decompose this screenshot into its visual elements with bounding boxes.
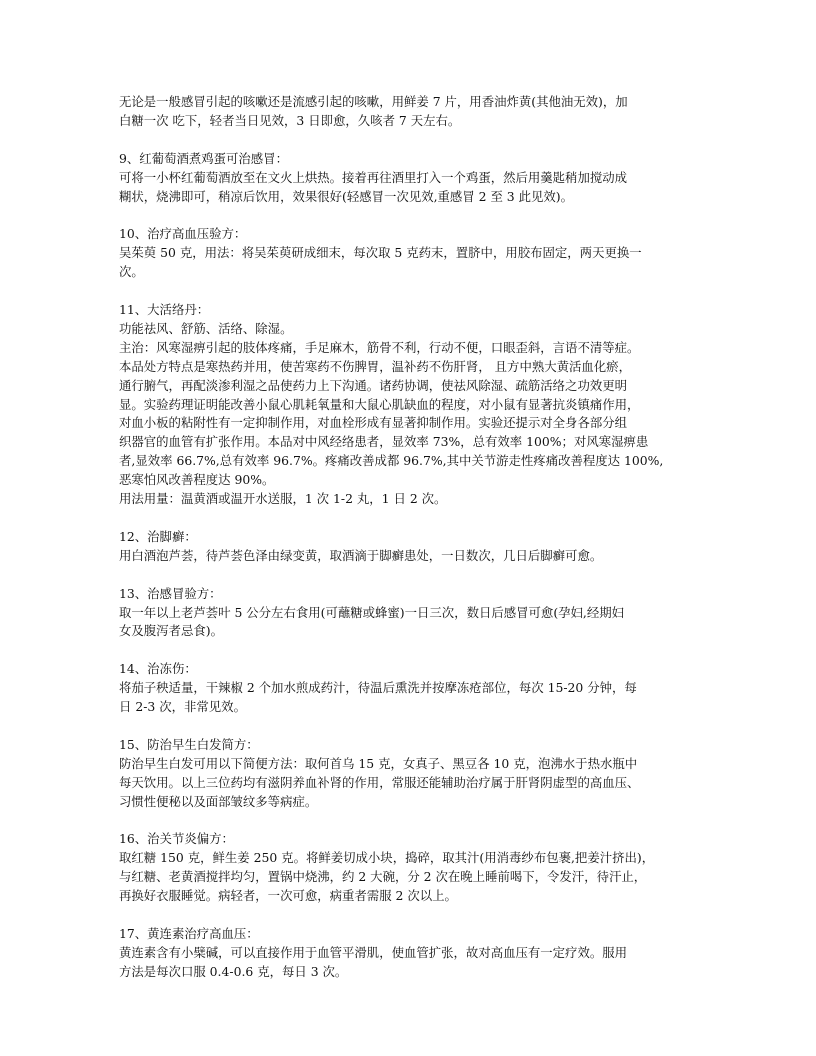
section-title: 9、红葡萄酒煮鸡蛋可治感冒： [119,150,288,166]
section-9 [119,150,715,207]
section-title: 17、黄连素治疗高血压： [119,925,259,941]
text-line: 取一年以上老芦荟叶 5 公分左右食用(可蘸糖或蜂蜜)一日三次，数日后感冒可愈(孕妇,经期妇 [119,604,625,620]
section-12 [119,528,715,566]
section-17 [119,925,715,982]
text-line: 每天饮用。以上三位药均有滋阴养血补肾的作用，常服还能辅助治疗属于肝肾阴虚型的高血压、 [119,774,640,790]
text-line: 吴茱萸 50 克，用法：将吴茱萸研成细末，每次取 5 克药末，置脐中，用胶布固定，两天更换一 [119,245,642,261]
section-14 [119,660,715,717]
section-title: 15、防治早生白发简方： [119,736,259,752]
text-line: 功能祛风、舒筋、活络、除湿。 [119,320,293,336]
text-line: 可将一小杯红葡萄酒放至在文火上烘热。接着再往酒里打入一个鸡蛋，然后用羹匙稍加搅动成 [119,169,628,185]
intro-paragraph [119,93,715,131]
text-line: 无论是一般感冒引起的咳嗽还是流感引起的咳嗽，用鲜姜 7 片，用香油炸黄(其他油无效)，加 [119,94,628,109]
text-line: 显。实验药理证明能改善小鼠心肌耗氧量和大鼠心肌缺血的程度，对小鼠有显著抗炎镇痛作用， [119,396,640,412]
text-line: 主治：风寒湿痹引起的肢体疼痛，手足麻木，筋骨不利，行动不便，口眼歪斜，言语不清等症。 [119,339,640,355]
section-title: 16、治关节炎偏方： [119,831,234,847]
text-line: 取红糖 150 克，鲜生姜 250 克。将鲜姜切成小块，捣碎，取其汁(用消毒纱布包裹,把姜汁挤出)， [119,850,655,866]
text-line: 用法用量：温黄酒或温开水送服，1 次 1-2 丸，1 日 2 次。 [119,491,447,507]
text-line: 女及腹泻者忌食)。 [119,623,223,639]
text-line: 将茄子秧适量，干辣椒 2 个加水煎成药汁，待温后熏洗并按摩冻疮部位，每次 15-20 分钟，每 [119,680,637,696]
section-title: 13、治感冒验方： [119,585,222,601]
text-line: 习惯性便秘以及面部皱纹多等病症。 [119,793,318,809]
section-title: 10、治疗高血压验方： [119,226,247,242]
text-line: 次。 [119,264,144,280]
section-title: 12、治脚癣： [119,528,197,544]
text-line: 本品处方特点是寒热药并用，使苦寒药不伤脾胃，温补药不伤肝肾， 且方中熟大黄活血化瘀， [119,358,631,374]
text-line: 糊状，烧沸即可，稍凉后饮用，效果很好(轻感冒一次见效,重感冒 2 至 3 此见效)。 [119,188,574,204]
section-10 [119,225,715,282]
text-line: 用白酒泡芦荟，待芦荟色泽由绿变黄，取酒滴于脚癣患处，一日数次，几日后脚癣可愈。 [119,547,603,563]
section-title: 14、治冻伤： [119,661,197,677]
text-line: 织器官的血管有扩张作用。本品对中风经络患者，显效率 73%，总有效率 100%；对风寒湿痹患 [119,434,649,450]
text-line: 黄连素含有小檗碱，可以直接作用于血管平滑肌，使血管扩张，故对高血压有一定疗效。服用 [119,944,628,960]
section-title: 11、大活络丹： [119,302,210,318]
text-line: 恶寒怕风改善程度达 90%。 [119,472,275,488]
text-line: 日 2-3 次，非常见效。 [119,699,246,715]
section-11 [119,301,715,509]
text-line: 再换好衣服睡觉。病轻者，一次可愈，病重者需服 2 次以上。 [119,888,457,904]
text-line: 者,显效率 66.7%,总有效率 96.7%。疼痛改善成都 96.7%,其中关节游走性疼痛改善程度达 100%, [119,453,664,469]
text-line: 白糖一次 吃下，轻者当日见效，3 日即愈，久咳者 7 天左右。 [119,112,461,128]
text-line: 通行腑气，再配淡渗利湿之品使药力上下沟通。诸药协调，使祛风除湿、疏筋活络之功效更明 [119,377,628,393]
section-15 [119,736,715,812]
document-page [119,93,715,1000]
text-line: 方法是每次口服 0.4-0.6 克，每日 3 次。 [119,963,348,979]
section-13 [119,585,715,642]
text-line: 与红糖、老黄酒搅拌均匀，置锅中烧沸，约 2 大碗，分 2 次在晚上睡前喝下，令发汗，待汗止， [119,869,647,885]
section-16 [119,830,715,906]
text-line: 对血小板的粘附性有一定抑制作用，对血栓形成有显著抑制作用。实验还提示对全身各部分组 [119,415,628,431]
text-line: 防治早生白发可用以下简便方法：取何首乌 15 克，女真子、黑豆各 10 克，泡沸水于热水瓶中 [119,755,638,771]
